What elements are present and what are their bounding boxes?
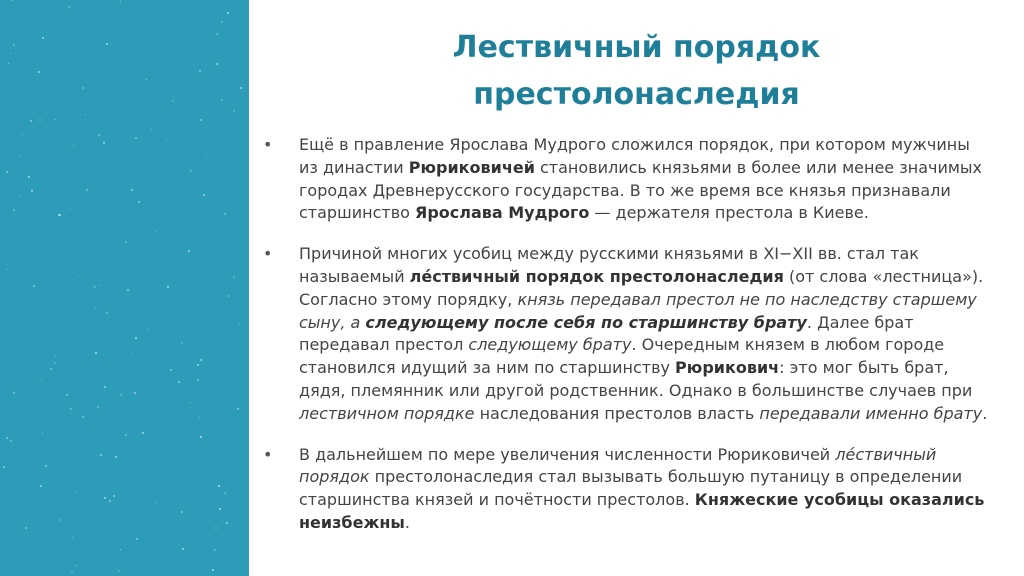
- bullet-marker: •: [263, 244, 273, 264]
- texture-speck: [19, 156, 20, 157]
- texture-speck: [233, 110, 235, 112]
- texture-speck: [142, 432, 144, 434]
- texture-speck: [94, 286, 96, 288]
- texture-speck: [106, 312, 108, 314]
- texture-speck: [77, 2, 78, 3]
- texture-speck: [95, 308, 96, 309]
- texture-speck: [57, 112, 58, 113]
- texture-speck: [95, 352, 97, 354]
- texture-speck: [151, 129, 152, 130]
- texture-speck: [76, 491, 77, 492]
- texture-speck: [169, 512, 170, 513]
- texture-speck: [216, 63, 218, 65]
- texture-speck: [25, 527, 27, 529]
- bullet-text-run: Причиной многих усобиц между русскими князьями в XI−XII вв. стал так называемый: [299, 244, 919, 286]
- bullet-marker: •: [263, 135, 273, 154]
- texture-speck: [22, 134, 23, 135]
- texture-speck: [212, 569, 214, 571]
- texture-speck: [109, 500, 111, 502]
- bullet-item: [263, 444, 993, 535]
- texture-speck: [85, 228, 86, 229]
- texture-speck: [100, 454, 102, 456]
- texture-speck: [59, 519, 61, 521]
- texture-speck: [82, 87, 84, 89]
- texture-speck: [181, 342, 183, 344]
- texture-speck: [214, 392, 215, 393]
- bullet-marker: •: [263, 444, 273, 464]
- texture-speck: [127, 289, 129, 291]
- texture-speck: [178, 166, 179, 167]
- bullet-text-run: престолонаследия стал вызывать большую путаницу в определении старшинства князей и почётности престолов.: [299, 467, 963, 510]
- texture-speck: [226, 522, 228, 524]
- texture-speck: [7, 269, 8, 270]
- bullet-text-run: ле́ствичный порядок: [299, 444, 937, 487]
- texture-speck: [30, 38, 31, 39]
- texture-speck: [97, 406, 99, 408]
- texture-speck: [55, 355, 56, 356]
- texture-speck: [104, 497, 106, 499]
- texture-speck: [70, 209, 71, 210]
- texture-speck: [76, 565, 77, 566]
- bullet-item: [263, 134, 993, 225]
- texture-speck: [207, 157, 208, 158]
- bullet-text-run: Ещё в правление Ярослава Мудрого сложился порядок, при котором мужчины из династии: [299, 135, 970, 177]
- texture-speck: [188, 250, 190, 252]
- texture-speck: [26, 48, 27, 49]
- texture-speck: [156, 502, 157, 503]
- texture-speck: [214, 549, 216, 551]
- slide-content: [249, 0, 1024, 576]
- texture-speck: [240, 87, 242, 89]
- texture-speck: [148, 329, 149, 330]
- texture-speck: [227, 166, 228, 167]
- bullet-text-run: ле́ствичный порядок престолонаследия: [409, 266, 784, 286]
- texture-speck: [125, 434, 127, 436]
- bullet-text-run: .: [404, 512, 410, 532]
- texture-speck: [58, 214, 60, 216]
- bullet-list: [263, 134, 993, 553]
- texture-speck: [55, 119, 56, 120]
- decorative-sidebar: [0, 0, 249, 576]
- texture-speck: [215, 527, 217, 529]
- texture-speck: [190, 170, 192, 172]
- texture-speck: [98, 134, 100, 136]
- texture-speck: [3, 466, 5, 468]
- texture-speck: [181, 511, 183, 513]
- texture-speck: [224, 457, 225, 458]
- texture-speck: [120, 394, 122, 396]
- texture-speck: [72, 537, 73, 538]
- texture-speck: [135, 137, 137, 139]
- texture-speck: [224, 213, 226, 215]
- texture-speck: [218, 485, 220, 487]
- texture-speck: [103, 142, 105, 144]
- texture-speck: [13, 273, 14, 274]
- texture-speck: [199, 70, 201, 72]
- texture-speck: [216, 33, 218, 35]
- texture-speck: [68, 6, 70, 8]
- texture-speck: [221, 99, 223, 101]
- texture-speck: [50, 368, 52, 370]
- texture-speck: [6, 437, 8, 439]
- texture-speck: [224, 492, 226, 494]
- texture-speck: [28, 176, 30, 178]
- texture-speck: [118, 570, 120, 572]
- bullet-text-run: лествичном порядке: [299, 403, 475, 423]
- texture-speck: [125, 241, 127, 243]
- texture-speck: [38, 71, 40, 73]
- texture-speck: [50, 251, 51, 252]
- texture-speck: [182, 548, 184, 550]
- texture-speck: [42, 37, 44, 39]
- texture-speck: [79, 276, 80, 277]
- texture-speck: [13, 44, 15, 46]
- texture-speck: [211, 466, 212, 467]
- texture-speck: [120, 1, 121, 2]
- bullet-text-run: следующему брату: [468, 335, 632, 355]
- bullet-text-run: наследования престолов власть: [474, 403, 760, 423]
- texture-speck: [70, 408, 72, 410]
- texture-speck: [58, 458, 59, 459]
- texture-speck: [86, 189, 88, 191]
- texture-speck: [197, 364, 199, 366]
- texture-speck: [0, 354, 1, 355]
- bullet-item: [263, 243, 993, 425]
- texture-speck: [239, 324, 240, 325]
- bullet-text-run: Княжеские усобицы оказались неизбежны: [299, 490, 985, 532]
- bullet-text-run: В дальнейшем по мере увеличения численности Рюриковичей: [299, 444, 836, 464]
- texture-speck: [40, 485, 42, 487]
- texture-speck: [146, 79, 147, 80]
- texture-speck: [170, 369, 172, 371]
- texture-speck: [166, 139, 167, 140]
- bullet-text-run: Рюрикович: [675, 358, 780, 378]
- texture-speck: [131, 352, 132, 353]
- texture-speck: [100, 285, 101, 286]
- bullet-text-run: — держателя престола в Киеве.: [589, 203, 869, 223]
- texture-speck: [54, 362, 56, 364]
- bullet-text-run: становились князьями в более или менее значимых городах Древнерусского государства. В то же время все князья признавали старшинство: [299, 157, 983, 223]
- texture-speck: [135, 337, 137, 339]
- bullet-text-run: . Далее брат передавал престол: [299, 312, 914, 355]
- texture-speck: [19, 196, 20, 197]
- texture-speck: [178, 381, 180, 383]
- bullet-text-run: . Очередным князем в любом городе становился идущий за ним по старшинству: [299, 335, 945, 378]
- texture-speck: [200, 436, 202, 438]
- texture-speck: [100, 88, 101, 89]
- texture-speck: [131, 189, 133, 191]
- texture-speck: [167, 286, 169, 288]
- texture-speck: [237, 408, 239, 410]
- texture-speck: [190, 402, 191, 403]
- texture-speck: [71, 571, 73, 573]
- texture-speck: [199, 417, 200, 418]
- texture-speck: [197, 379, 199, 381]
- title-line-2: престолонаследия: [473, 77, 800, 112]
- bullet-text-run: : это мог быть брат, дядя, племянник или другой родственник. Однако в большинстве случаев при: [299, 358, 973, 400]
- texture-speck: [10, 440, 12, 442]
- texture-speck: [46, 338, 47, 339]
- texture-speck: [13, 209, 15, 211]
- texture-speck: [41, 380, 42, 381]
- texture-speck: [227, 12, 229, 14]
- bullet-text-run: следующему после себя по старшинству брату: [365, 312, 807, 332]
- texture-speck: [228, 295, 230, 297]
- texture-speck: [85, 114, 86, 115]
- texture-speck: [30, 120, 32, 122]
- texture-speck: [115, 456, 117, 458]
- texture-speck: [106, 43, 108, 45]
- texture-speck: [233, 276, 235, 278]
- title-line-1: Лествичный порядок: [452, 30, 821, 65]
- texture-speck: [156, 231, 157, 232]
- texture-speck: [32, 228, 33, 229]
- bullet-text-run: Рюриковичей: [408, 157, 535, 177]
- texture-speck: [221, 21, 223, 23]
- texture-speck: [33, 285, 35, 287]
- bullet-text-run: .: [982, 403, 988, 423]
- texture-speck: [13, 392, 15, 394]
- texture-speck: [113, 495, 115, 497]
- texture-speck: [73, 145, 74, 146]
- texture-speck: [200, 359, 202, 361]
- slide-title: [249, 24, 1024, 118]
- texture-speck: [82, 416, 84, 418]
- texture-speck: [203, 194, 205, 196]
- texture-speck: [138, 201, 140, 203]
- texture-speck: [8, 63, 9, 64]
- bullet-text-run: Ярослава Мудрого: [415, 203, 590, 223]
- texture-speck: [39, 119, 41, 121]
- texture-speck: [104, 386, 106, 388]
- texture-speck: [136, 538, 138, 540]
- texture-speck: [200, 119, 202, 121]
- texture-speck: [120, 549, 121, 550]
- texture-speck: [102, 35, 103, 36]
- bullet-text-run: князь передавал престол не по наследству старшему сыну, а: [299, 289, 977, 332]
- texture-speck: [134, 392, 136, 394]
- texture-speck: [10, 53, 11, 54]
- texture-speck: [66, 394, 68, 396]
- bullet-text-run: (от слова «лестница»). Согласно этому порядку,: [299, 266, 984, 309]
- bullet-text-run: передавали именно брату: [759, 403, 983, 423]
- texture-speck: [172, 100, 174, 102]
- texture-speck: [45, 465, 47, 467]
- texture-speck: [219, 508, 221, 510]
- texture-speck: [42, 433, 43, 434]
- texture-speck: [31, 190, 33, 192]
- texture-speck: [12, 0, 13, 1]
- texture-speck: [6, 171, 8, 173]
